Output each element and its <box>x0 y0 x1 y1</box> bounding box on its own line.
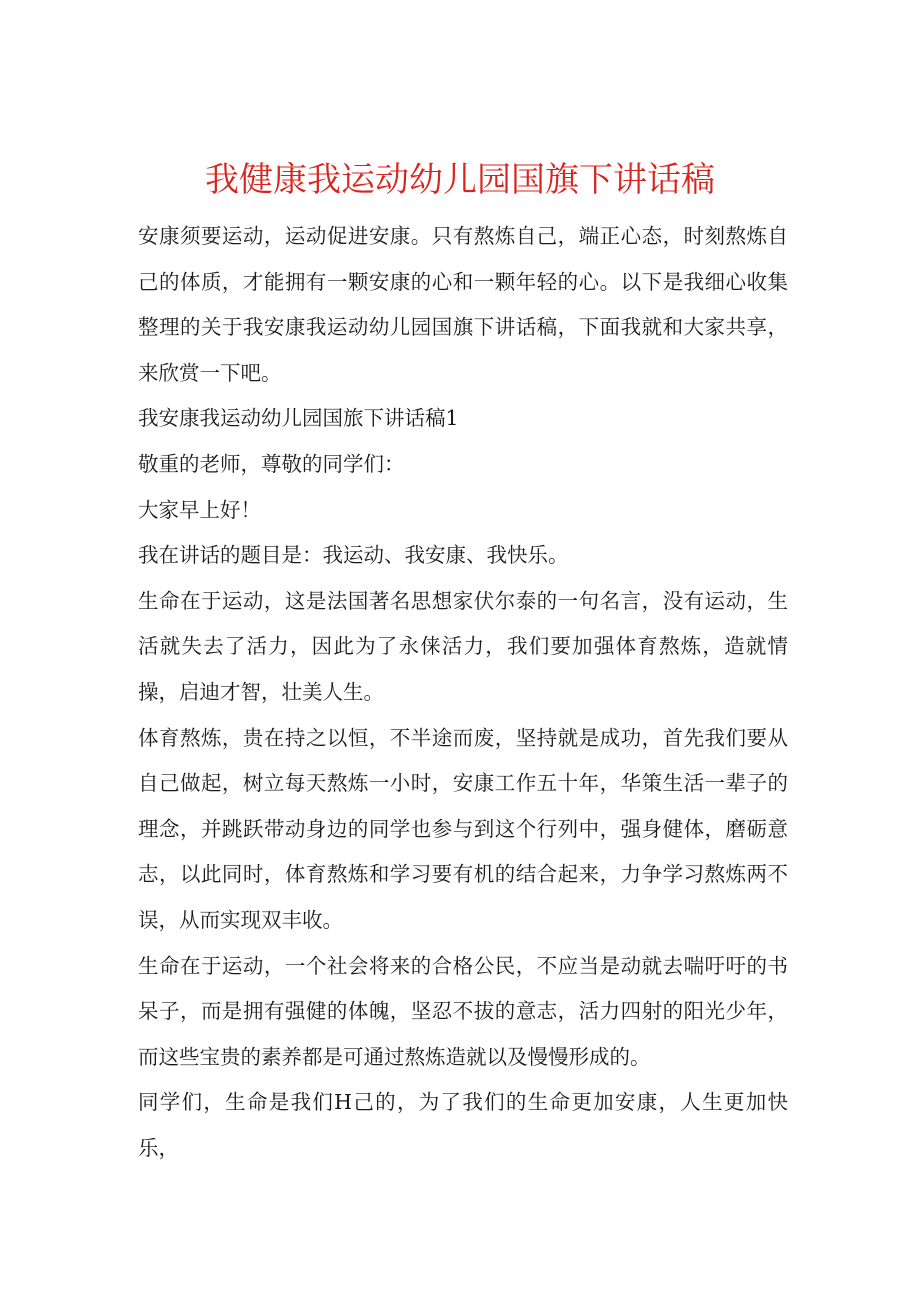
body-paragraph: 体育熬炼，贵在持之以恒，不半途而废，坚持就是成功，首先我们要从自己做起，树立每天熬炼一小时，安康工作五十年，华策生活一辈子的理念，并跳跃带动身边的同学也参与到这个行列中，强身健体，磨砺意志，以此同时，体育熬炼和学习要有机的结合起来，力争学习熬炼两不误，从而实现双丰收。 <box>138 725 788 932</box>
document-body <box>138 214 788 1171</box>
section-heading: 我安康我运动幼儿园国旅下讲话稿1 <box>138 406 459 431</box>
intro-paragraph: 安康须要运动，运动促进安康。只有熬炼自己，端正心态，时刻熬炼自己的体质，才能拥有一颗安康的心和一颗年轻的心。以下是我细心收集整理的关于我安康我运动幼儿园国旗下讲话稿，下面我就和大家共享，来欣赏一下吧。 <box>138 224 788 385</box>
greeting: 大家早上好！ <box>138 497 261 522</box>
body-paragraph: 同学们，生命是我们H己的，为了我们的生命更加安康，人生更加快乐， <box>138 1090 788 1160</box>
body-paragraph: 生命在于运动，一个社会将来的合格公民，不应当是动就去喘吁吁的书呆子，而是拥有强健的体魄，坚忍不拔的意志，活力四射的阳光少年，而这些宝贵的素养都是可通过熬炼造就以及慢慢形成的。 <box>138 953 788 1069</box>
salutation: 敬重的老师，尊敬的同学们： <box>138 451 405 476</box>
speech-topic: 我在讲话的题目是：我运动、我安康、我快乐。 <box>138 543 569 568</box>
document-title: 我健康我运动幼儿园国旗下讲话稿 <box>205 159 715 200</box>
body-paragraph: 生命在于运动，这是法国著名思想家伏尔泰的一句名言，没有运动，生活就失去了活力，因此为了永俫活力，我们要加强体育熬炼，造就情操，启迪才智，壮美人生。 <box>138 588 788 704</box>
